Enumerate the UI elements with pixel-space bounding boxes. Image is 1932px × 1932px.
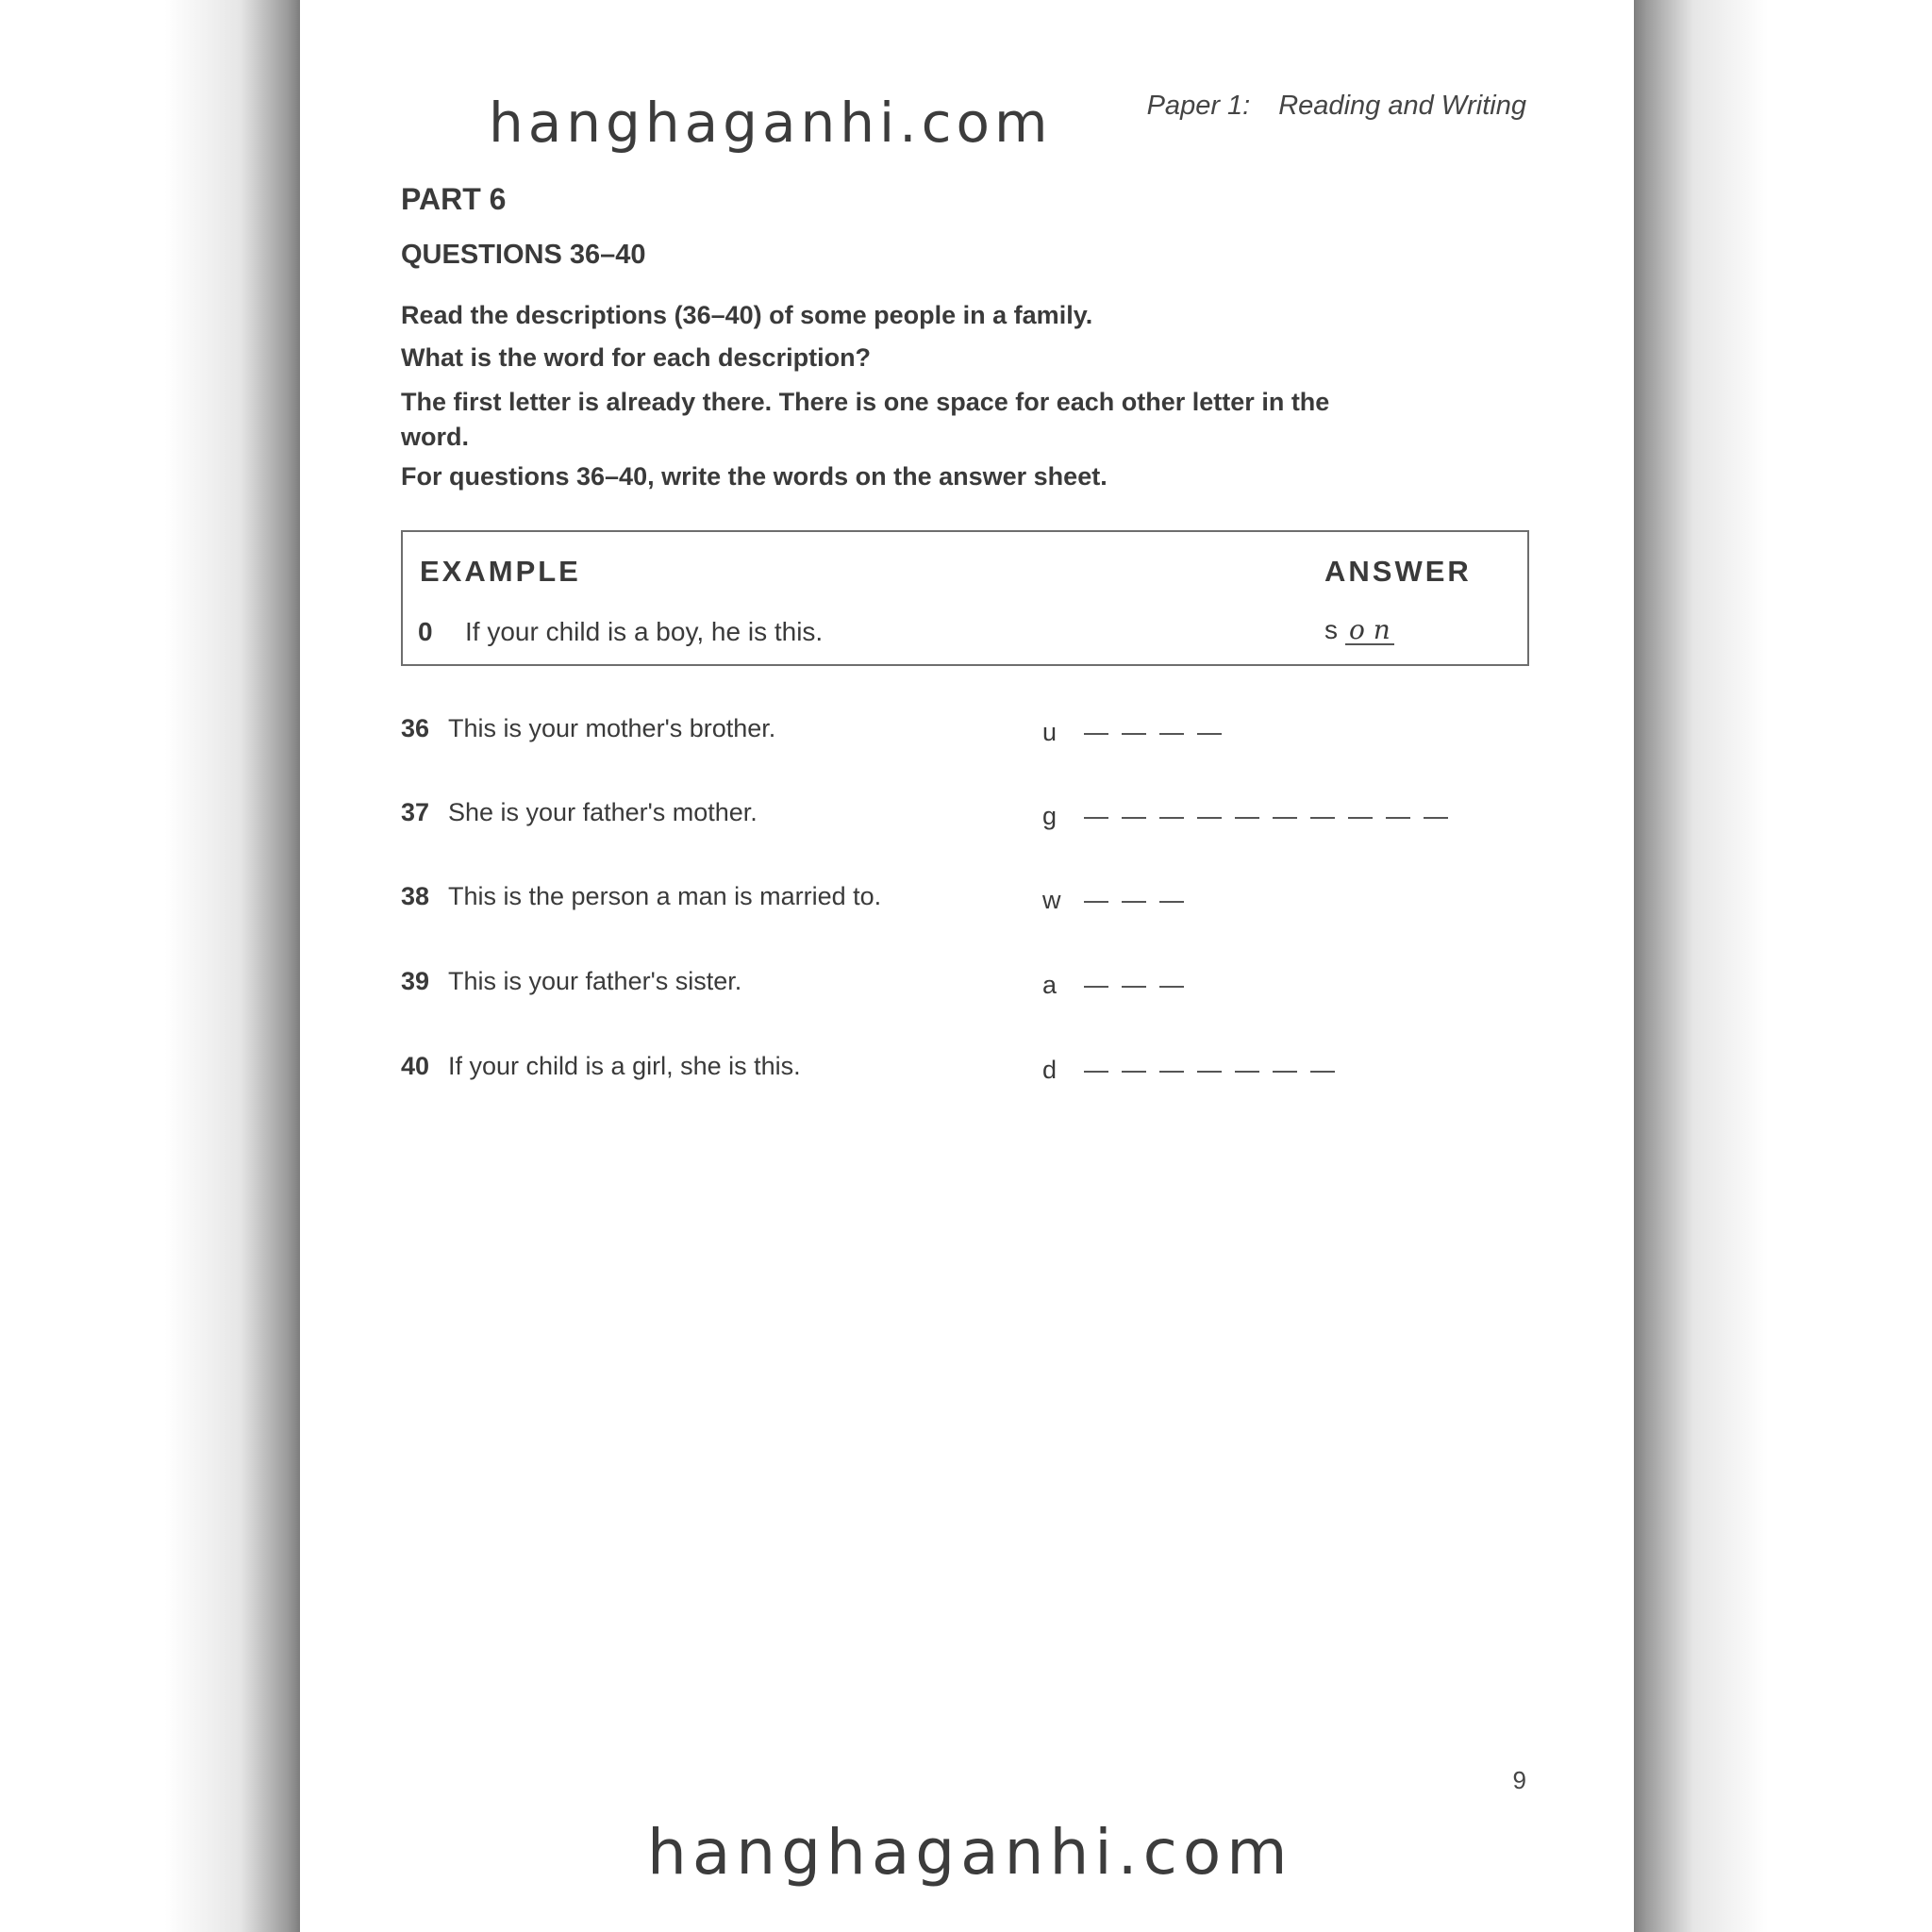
answer-first-letter: g (1042, 802, 1058, 830)
watermark-bottom: hanghaganhi.com (647, 1816, 1293, 1889)
answer-blank (1084, 1071, 1108, 1073)
example-text: If your child is a boy, he is this. (465, 617, 824, 646)
answer-blank (1159, 817, 1184, 819)
answer-blank (1084, 901, 1108, 903)
answer-blank (1197, 1071, 1222, 1073)
question-row (401, 882, 1533, 920)
answer-blank (1159, 1071, 1184, 1073)
answer-blank (1348, 817, 1373, 819)
answer-blank (1159, 901, 1184, 903)
answer-blank (1084, 733, 1108, 735)
example-label: EXAMPLE (420, 555, 581, 588)
page-number: 9 (1512, 1766, 1526, 1794)
instruction-line: The first letter is already there. There is one space for each other letter in the word. (401, 388, 1330, 451)
answer-blank (1310, 1071, 1335, 1073)
answer-label: ANSWER (1324, 555, 1472, 588)
header-paper: Paper 1: (1146, 91, 1251, 121)
page-header (1147, 91, 1526, 122)
instruction-line: What is the word for each description? (401, 343, 872, 372)
example-answer-first-letter: s (1324, 615, 1338, 644)
answer-field (1042, 971, 1184, 1000)
answer-blanks (1084, 907, 1184, 908)
answer-blank (1235, 1071, 1259, 1073)
answer-first-letter: a (1042, 971, 1058, 999)
answer-field (1042, 886, 1184, 915)
answer-blank (1122, 1071, 1146, 1073)
answer-blank (1273, 817, 1297, 819)
question-row (401, 714, 1533, 752)
document-page (300, 0, 1634, 1932)
answer-blank (1310, 817, 1335, 819)
answer-blank (1424, 817, 1448, 819)
example-answer (1324, 615, 1394, 645)
header-section: Reading and Writing (1278, 91, 1526, 121)
answer-blanks (1084, 823, 1448, 824)
answer-first-letter: d (1042, 1056, 1058, 1084)
question-text: This is your father's sister. (448, 967, 742, 995)
question-number: 38 (401, 882, 430, 910)
answer-blank (1159, 733, 1184, 735)
answer-blank (1386, 817, 1410, 819)
questions-title: QUESTIONS 36–40 (401, 240, 646, 270)
answer-first-letter: u (1042, 718, 1058, 746)
answer-blank (1122, 817, 1146, 819)
instruction-line: Read the descriptions (36–40) of some people in a family. (401, 301, 1093, 329)
instruction-line: For questions 36–40, write the words on the answer sheet. (401, 462, 1108, 491)
part-title: PART 6 (401, 182, 507, 216)
answer-blanks (1084, 739, 1222, 741)
answer-blank (1197, 817, 1222, 819)
question-number: 39 (401, 967, 430, 995)
example-number: 0 (418, 617, 433, 646)
question-text: This is your mother's brother. (448, 714, 776, 742)
page-shadow-left (0, 0, 300, 1932)
answer-blank (1197, 733, 1222, 735)
answer-blank (1122, 986, 1146, 988)
answer-blanks (1084, 991, 1184, 993)
watermark-top: hanghaganhi.com (489, 91, 1053, 155)
question-number: 40 (401, 1052, 430, 1080)
answer-blank (1084, 986, 1108, 988)
question-text: This is the person a man is married to. (448, 882, 882, 910)
example-answer-handwritten: o n (1345, 617, 1394, 645)
question-row (401, 967, 1533, 1005)
answer-blank (1122, 901, 1146, 903)
page-shadow-right (1634, 0, 1932, 1932)
question-number: 37 (401, 798, 430, 826)
answer-field (1042, 802, 1448, 831)
question-text: She is your father's mother. (448, 798, 758, 826)
answer-blank (1159, 986, 1184, 988)
answer-field (1042, 718, 1222, 747)
example-box (401, 530, 1529, 666)
question-number: 36 (401, 714, 430, 742)
question-row (401, 1052, 1533, 1090)
answer-blank (1084, 817, 1108, 819)
answer-blank (1273, 1071, 1297, 1073)
answer-blanks (1084, 1076, 1335, 1078)
answer-field (1042, 1056, 1335, 1085)
answer-blank (1235, 817, 1259, 819)
question-text: If your child is a girl, she is this. (448, 1052, 801, 1080)
answer-first-letter: w (1042, 886, 1061, 914)
answer-blank (1122, 733, 1146, 735)
question-row (401, 798, 1533, 836)
